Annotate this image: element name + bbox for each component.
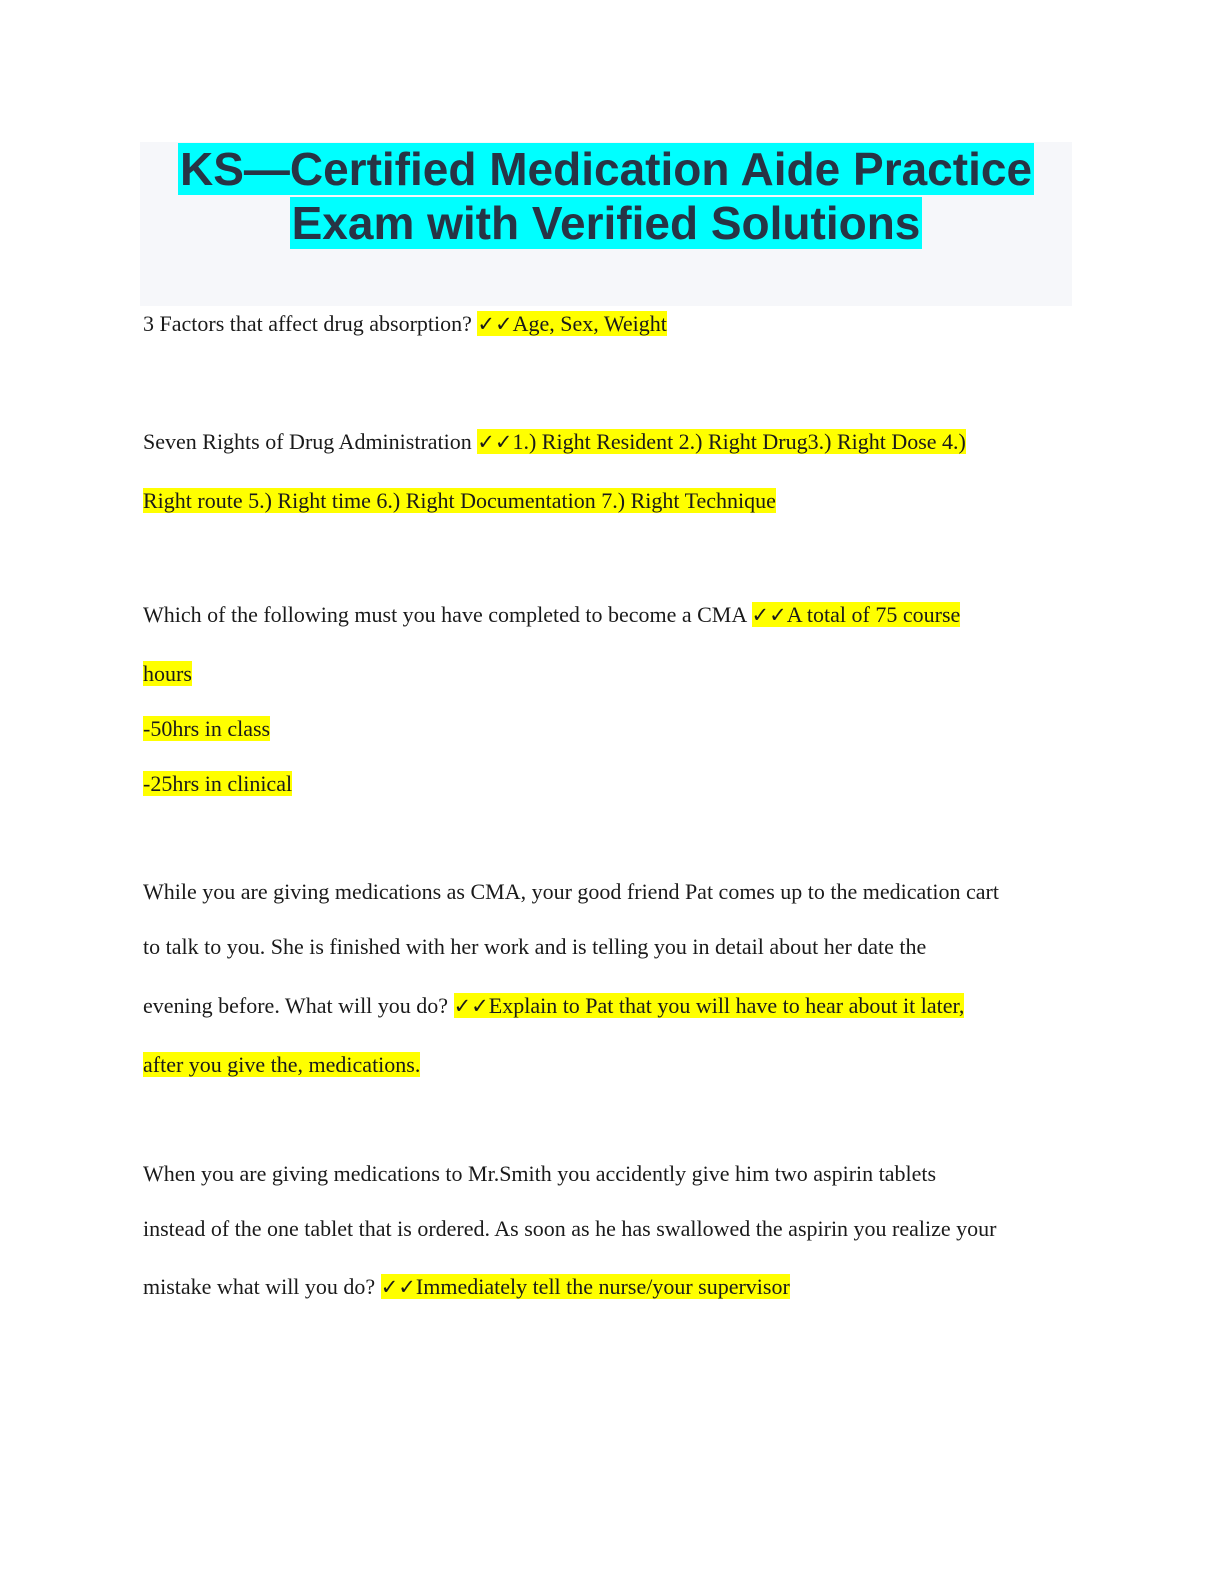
double-check-icon: ✓✓ bbox=[453, 994, 489, 1018]
qa-item-3-cont-2 bbox=[143, 714, 270, 744]
answer-text: -50hrs in class bbox=[143, 716, 271, 741]
answer-text: Right route 5.) Right time 6.) Right Documentation 7.) Right Technique bbox=[143, 488, 776, 513]
question-text: Which of the following must you have completed to become a CMA bbox=[143, 602, 752, 627]
answer-text: Explain to Pat that you will have to hear about it later, bbox=[488, 993, 965, 1018]
question-text: While you are giving medications as CMA, your good friend Pat comes up to the medication cart bbox=[143, 879, 999, 904]
question-text: to talk to you. She is finished with her work and is telling you in detail about her date the bbox=[143, 934, 927, 959]
question-text: mistake what will you do? bbox=[143, 1274, 381, 1299]
qa-item-1 bbox=[143, 309, 667, 339]
qa-item-2 bbox=[143, 427, 966, 457]
qa-item-4-cont-3 bbox=[143, 1050, 420, 1080]
qa-item-3-cont-3 bbox=[143, 769, 292, 799]
answer-highlight bbox=[752, 602, 961, 627]
qa-item-3-cont-1 bbox=[143, 659, 192, 689]
qa-item-5-cont-1 bbox=[143, 1214, 997, 1244]
answer-highlight bbox=[477, 311, 666, 336]
qa-item-3 bbox=[143, 600, 960, 630]
double-check-icon: ✓✓ bbox=[477, 430, 513, 454]
answer-text: after you give the, medications. bbox=[143, 1052, 421, 1077]
question-text: Seven Rights of Drug Administration bbox=[143, 429, 478, 454]
answer-text: Immediately tell the nurse/your supervisor bbox=[415, 1274, 790, 1299]
answer-text: hours bbox=[143, 661, 192, 686]
answer-text: 1.) Right Resident 2.) Right Drug3.) Right Dose 4.) bbox=[512, 429, 966, 454]
answer-text: A total of 75 course bbox=[786, 602, 961, 627]
question-text: evening before. What will you do? bbox=[143, 993, 454, 1018]
qa-item-4-cont-2 bbox=[143, 991, 964, 1021]
qa-item-4-cont-1 bbox=[143, 932, 926, 962]
double-check-icon: ✓✓ bbox=[477, 312, 513, 336]
qa-item-4 bbox=[143, 877, 999, 907]
question-text: instead of the one tablet that is ordered. As soon as he has swallowed the aspirin you realize your bbox=[143, 1216, 997, 1241]
qa-item-5 bbox=[143, 1159, 936, 1189]
question-text: 3 Factors that affect drug absorption? bbox=[143, 311, 478, 336]
answer-highlight bbox=[477, 429, 966, 454]
answer-highlight bbox=[454, 993, 965, 1018]
answer-highlight bbox=[381, 1274, 790, 1299]
answer-text: Age, Sex, Weight bbox=[512, 311, 667, 336]
double-check-icon: ✓✓ bbox=[380, 1275, 416, 1299]
double-check-icon: ✓✓ bbox=[751, 603, 787, 627]
document-title bbox=[140, 142, 1072, 250]
question-text: When you are giving medications to Mr.Smith you accidently give him two aspirin tablets bbox=[143, 1161, 937, 1186]
qa-item-2-cont bbox=[143, 486, 776, 516]
qa-item-5-cont-2 bbox=[143, 1272, 790, 1302]
answer-text: -25hrs in clinical bbox=[143, 771, 293, 796]
title-line-2: Exam with Verified Solutions bbox=[291, 197, 921, 249]
title-line-1: KS—Certified Medication Aide Practice bbox=[179, 143, 1033, 195]
